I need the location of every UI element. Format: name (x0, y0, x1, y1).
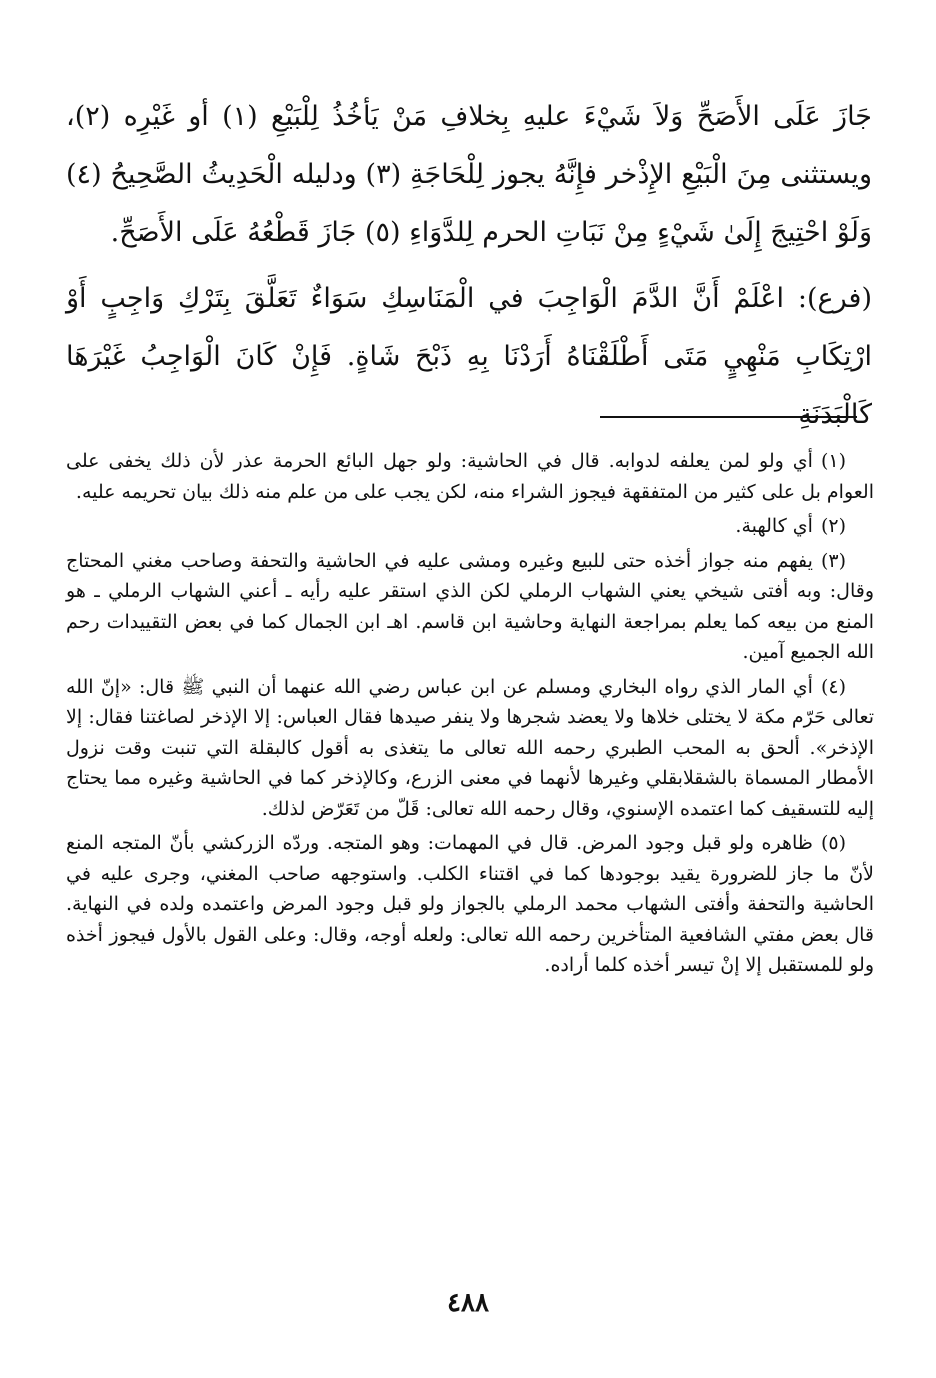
main-paragraph-far: (فرع): اعْلَمْ أَنَّ الدَّمَ الْوَاجِبَ في الْمَنَاسِكِ سَوَاءٌ تَعَلَّقَ بِتَرْكِ وَاجِبٍ أَوْ ارْتِكَابِ مَنْهِيٍ مَتَى أَطْلَقْنَاهُ أَرَدْنَا بِهِ ذَبْحَ شَاةٍ. فَإِنْ كَانَ الْوَاجِبُ غَيْرَهَا كَالْبَدَنَةِ (66, 283, 872, 430)
footnote-number: (٥) (820, 832, 846, 854)
footnote-1 (66, 446, 874, 507)
footnote-5 (66, 828, 874, 981)
footnote-text: أي ولو لمن يعلفه لدوابه. قال في الحاشية: ولو جهل البائع الحرمة عذر لأن ذلك يخفى على العوام بل على كثير من المتفقهة فيجوز الشراء منه، لكن يجب على من علم منه ذلك بيان تحريمه عليه. (66, 450, 874, 503)
footnote-number: (٤) (820, 675, 846, 698)
footnote-2 (66, 511, 874, 542)
footnote-4 (66, 672, 874, 825)
footnote-text: ظاهره ولو قبل وجود المرض. قال في المهمات: وهو المتجه. وردّه الزركشي بأنّ المتجه المنع لأنّ ما جاز للضرورة يقيد بوجودها كما في اقتناء الكلب. واستوجهه صاحب المغني، وجرى عليه في الحاشية والتحفة وأفتى الشهاب محمد الرملي بالجواز ولو قبل وجود المرض واعتمده ولده في النهاية. قال بعض مفتي الشافعية المتأخرين رحمه الله تعالى: ولعله أوجه، وقال: وعلى القول بالأول فيجوز أخذه ولو للمستقبل إلا إنْ تيسر أخذه كلما أراده. (66, 832, 874, 976)
footnote-separator (600, 416, 857, 418)
footnote-3 (66, 546, 874, 668)
footnote-text: أي كالهبة. (735, 515, 813, 537)
footnote-number: (١) (820, 450, 846, 472)
footnote-number: (٢) (820, 515, 846, 537)
footnote-text: أي المار الذي رواه البخاري ومسلم عن ابن عباس رضي الله عنهما أن النبي ﷺ قال: «إنّ الله تعالى حَرّم مكة لا يختلى خلاها ولا يعضد شجرها ولا ينفر صيدها فقال العباس: إلا الإذخر لصاغتنا فقال: إلا الإذخر». ألحق به المحب الطبري رحمه الله تعالى ما يتغذى به أقول كالبقلة التي تنبت وقت نزول الأمطار المسماة بالشقلابقلي وغيرها لأنهما في معنى الزرع، وكالإذخر كما في الحاشية وغيره مما يحتاج إليه للتسقيف كما اعتمده الإسنوي، وقال رحمه الله تعالى: قَلّ من تَعَرّض لذلك. (66, 675, 874, 820)
footnote-text: يفهم منه جواز أخذه حتى للبيع وغيره ومشى عليه في الحاشية والتحفة وصاحب مغني المحتاج وقال: وبه أفتى شيخي يعني الشهاب الرملي لكن الذي استقر عليه رأيه ـ أعني الشهاب الرملي ـ هو المنع من بيعه كما يعلم بمراجعة النهاية وحاشية ابن قاسم. اهـ ابن الجمال كما في بعض التقييدات رحم الله الجميع آمين. (66, 549, 874, 663)
page-number: ٤٨٨ (447, 1288, 489, 1318)
main-paragraph: جَازَ عَلَى الأَصَحِّ وَلاَ شَيْءَ عليهِ بِخلافِ مَنْ يَأخُذُ لِلْبَيْعِ (١) أو غَيْرِه (٢)، ويستثنى مِنَ الْبَيْعِ الإِذْخر فإِنَّهُ يجوز لِلْحَاجَةِ (٣) ودليله الْحَدِيثُ الصَّحِيحُ (٤) وَلَوْ احْتِيجَ إِلَىٰ شَيْءٍ مِنْ نَبَاتِ الحرم لِلدَّوَاءِ (٥) جَازَ قَطْعُهُ عَلَى الأَصَحِّ. (66, 101, 872, 248)
main-text (66, 88, 872, 444)
footnotes (66, 446, 874, 985)
footnote-number: (٣) (820, 549, 846, 572)
